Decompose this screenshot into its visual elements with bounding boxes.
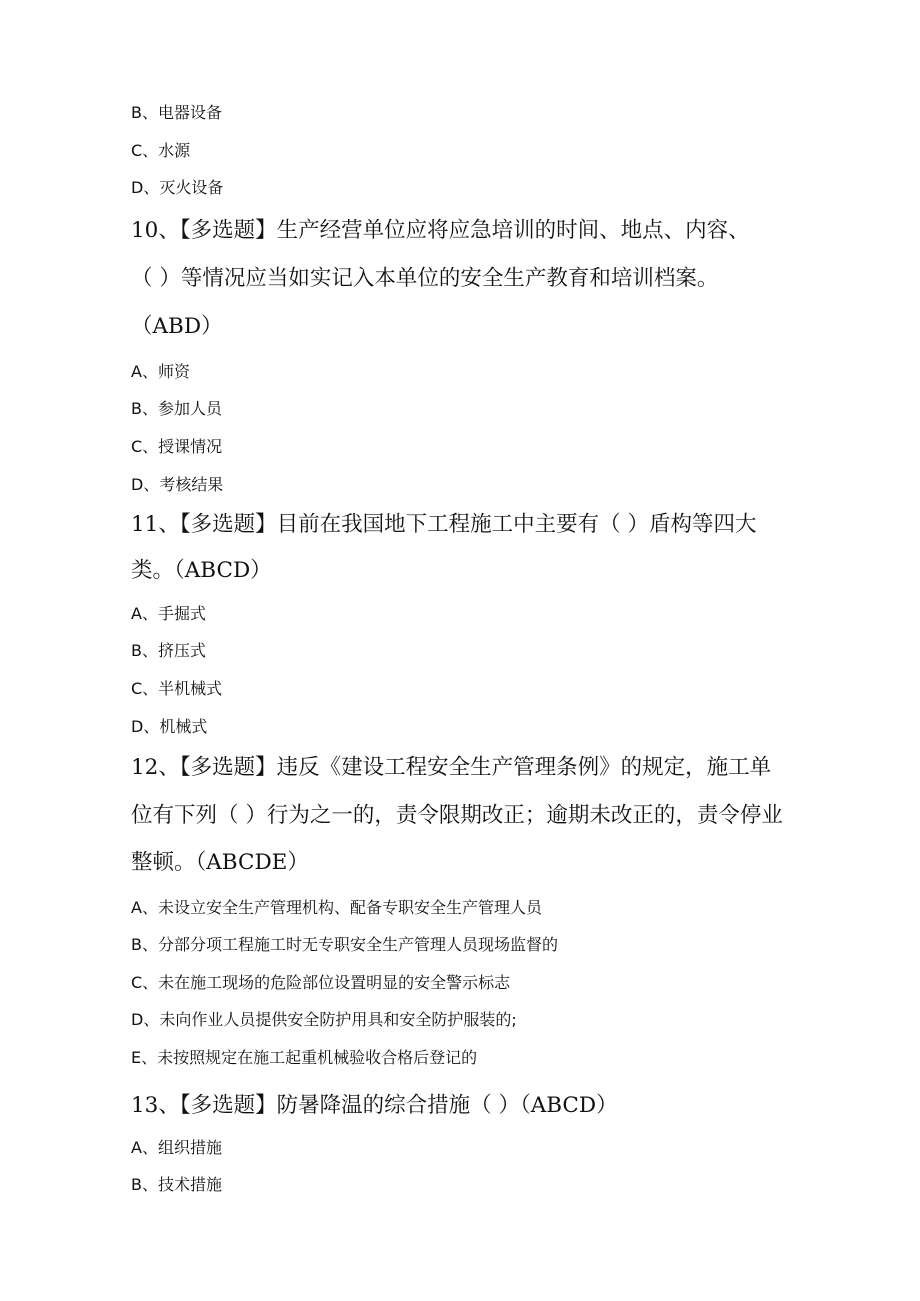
question-number: 10、 [131, 218, 180, 243]
question-text: 类。 [131, 558, 175, 583]
option-c: C、授课情况 [131, 437, 223, 456]
option-b: B、挤压式 [131, 641, 206, 660]
question-text: 【多选题】违反《建设工程安全生产管理条例》的规定，施工单 [179, 755, 772, 780]
option-d: D、考核结果 [131, 475, 224, 494]
option-a: A、组织措施 [131, 1138, 222, 1157]
option-b: B、参加人员 [131, 399, 222, 418]
answer-key: （ABCD） [174, 558, 272, 583]
option-c: C、水源 [131, 141, 191, 160]
question-text: 整顿。 [131, 850, 196, 875]
question-text: （ ）等情况应当如实记入本单位的安全生产教育和培训档案。 [131, 266, 719, 291]
question-10-line-2 [131, 264, 718, 294]
option-e: E、未按照规定在施工起重机械验收合格后登记的 [131, 1048, 478, 1067]
question-10-line-1 [131, 216, 750, 246]
option-a: A、师资 [131, 362, 190, 381]
question-text: 【多选题】生产经营单位应将应急培训的时间、地点、内容、 [179, 218, 750, 243]
question-number: 11、 [131, 512, 180, 537]
option-b: B、电器设备 [131, 103, 222, 122]
question-text: 【多选题】目前在我国地下工程施工中主要有（ ）盾构等四大 [179, 512, 757, 537]
option-d: D、机械式 [131, 717, 208, 736]
answer-key: （ABCD） [519, 1093, 618, 1118]
question-number: 12、 [131, 755, 180, 780]
option-d: D、未向作业人员提供安全防护用具和安全防护服装的; [131, 1010, 517, 1029]
option-b: B、分部分项工程施工时无专职安全生产管理人员现场监督的 [131, 935, 558, 954]
question-10-answer [131, 312, 223, 342]
option-a: A、未设立安全生产管理机构、配备专职安全生产管理人员 [131, 898, 542, 917]
question-text: 位有下列（ ）行为之一的，责令限期改正；逾期未改正的，责令停业 [131, 803, 783, 828]
question-12-line-3 [131, 848, 309, 878]
option-c: C、未在施工现场的危险部位设置明显的安全警示标志 [131, 973, 511, 992]
question-11-line-2 [131, 556, 272, 586]
question-12-line-2 [131, 801, 783, 831]
question-11-line-1 [131, 510, 756, 540]
option-d: D、灭火设备 [131, 178, 224, 197]
option-c: C、半机械式 [131, 679, 223, 698]
question-number: 13、 [131, 1093, 180, 1118]
option-a: A、手掘式 [131, 604, 206, 623]
question-text: 【多选题】防暑降温的综合措施（ ） [179, 1093, 520, 1118]
option-b: B、技术措施 [131, 1175, 222, 1194]
question-12-line-1 [131, 753, 771, 783]
question-13-line-1 [131, 1091, 618, 1121]
answer-key: （ABD） [131, 314, 223, 339]
answer-key: （ABCDE） [195, 850, 309, 875]
